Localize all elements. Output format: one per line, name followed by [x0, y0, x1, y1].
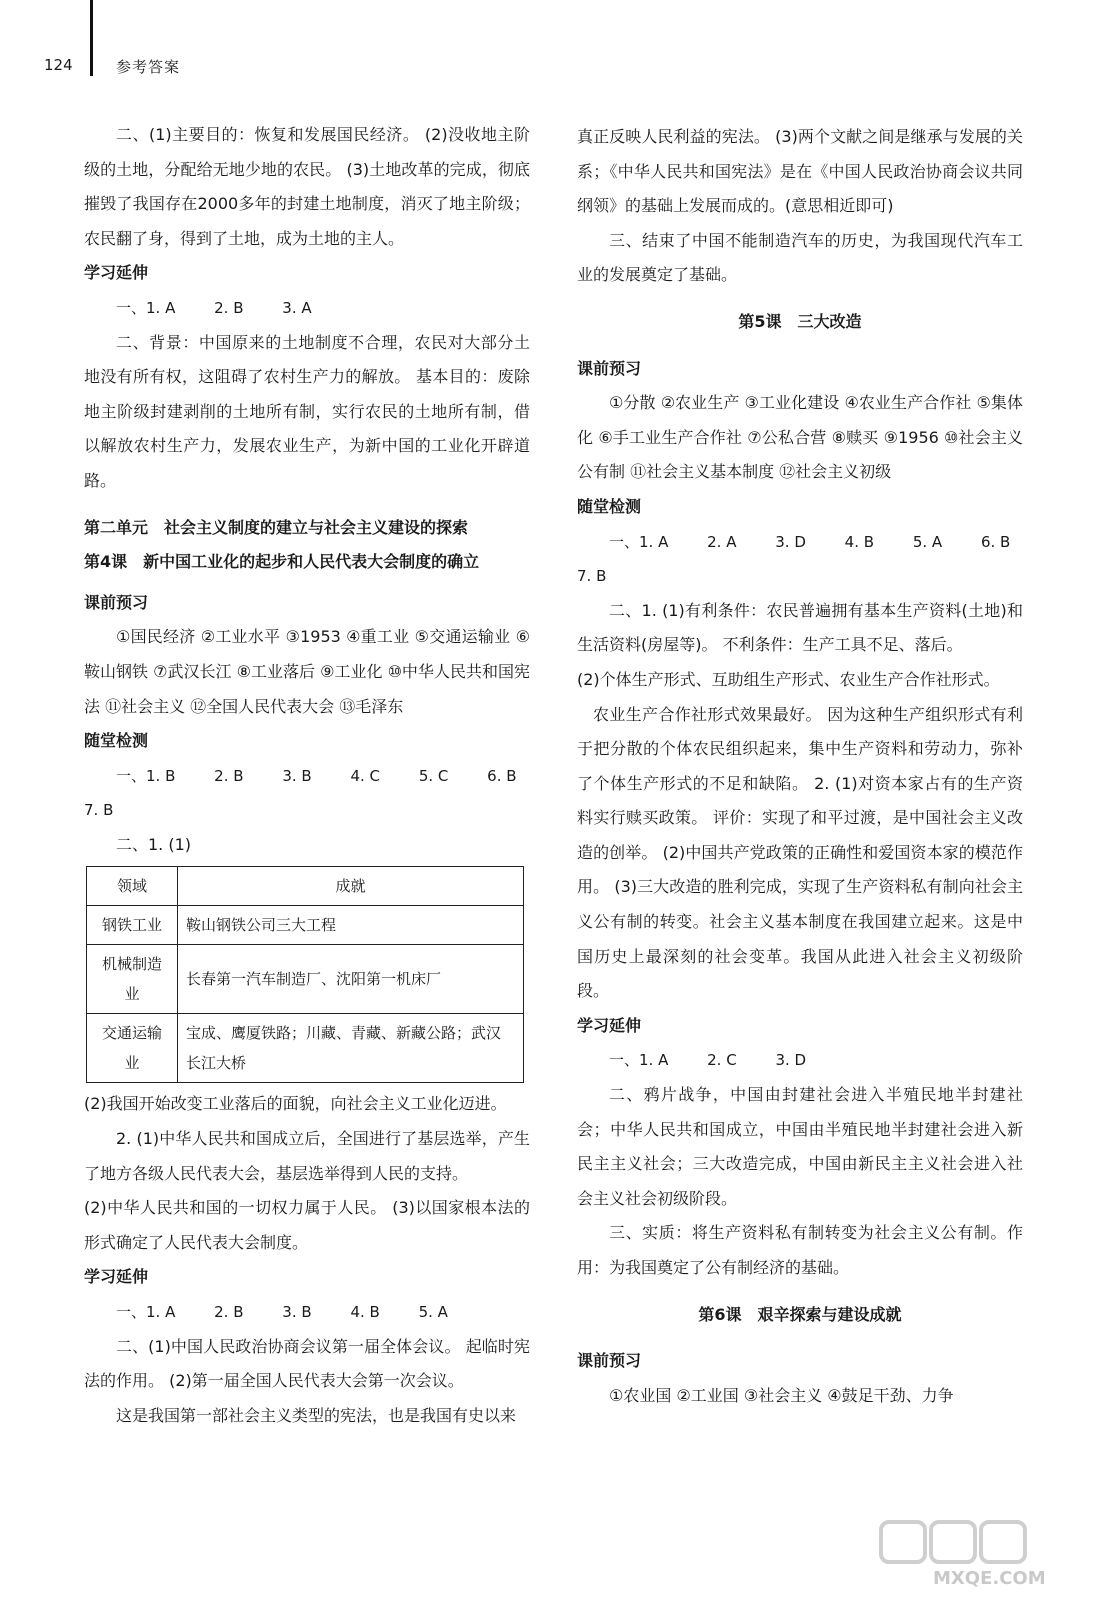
lesson-title: 第4课 新中国工业化的起步和人民代表大会制度的确立: [84, 552, 480, 572]
answer-item: 3. A: [282, 298, 312, 317]
section-heading: 随堂检测: [577, 496, 642, 516]
answer-item: 2. B: [214, 1303, 244, 1322]
left-column: [84, 118, 530, 1433]
answer-paragraph: ①国民经济 ②工业水平 ③1953 ④重工业 ⑤交通运输业 ⑥鞍山钢铁 ⑦武汉长江 ⑧工业落后 ⑨工业化 ⑩中华人民共和国宪法 ⑪社会主义 ⑫全国人民代表大会 ⑬毛泽东: [84, 627, 530, 716]
answer-paragraph: 三、结束了中国不能制造汽车的历史，为我国现代汽车工业的发展奠定了基础。: [577, 230, 1023, 285]
answer-item: 4. B: [350, 1303, 380, 1322]
answer-paragraph: (2)中华人民共和国的一切权力属于人民。 (3)以国家根本法的形式确定了人民代表大会制度。: [84, 1198, 530, 1252]
achievements-table: [86, 866, 524, 1083]
page-number: 124: [44, 56, 73, 74]
table-cell: 鞍山钢铁公司三大工程: [178, 906, 524, 945]
answer-item: 6. B: [487, 766, 517, 785]
answer-paragraph: 农业生产合作社形式效果最好。 因为这种生产组织形式有利于把分散的个体农民组织起来，集中生产资料和劳动力，弥补了个体生产形式的不足和缺陷。 2. (1)对资本家占有的生产资料实行赎买政策。 评价：实现了和平过渡，是中国社会主义改造的创举。 (2)中国共产党政策的正确性和爱国资本家的模范作用。 (3)三大改造的胜利完成，实现了生产资料私有制向社会主义公有制的转变。社会主义基本制度在我国建立起来。这是中国历史上最深刻的社会变革。我国从此进入社会主义初级阶段。: [577, 704, 1023, 1001]
answer-row: [84, 291, 530, 326]
answer-item: 2. A: [707, 532, 737, 551]
answer-item: 一、1. A: [116, 298, 176, 317]
section-heading: 学习延伸: [84, 263, 149, 283]
answer-item: 5. A: [912, 532, 943, 551]
answer-paragraph: 二、(1)主要目的：恢复和发展国民经济。 (2)没收地主阶级的土地，分配给无地少地的农民。 (3)土地改革的完成，彻底摧毁了我国存在2000多年的封建土地制度，消灭了地主阶级；农民翻了身，得到了土地，成为土地的主人。: [84, 125, 530, 248]
section-heading: 学习延伸: [577, 1015, 642, 1035]
section-heading: 课前预习: [577, 1351, 642, 1371]
table-header-row: [87, 867, 524, 906]
answer-row: [577, 525, 1023, 560]
answer-item: 3. D: [775, 1051, 807, 1070]
section-heading: 学习延伸: [84, 1267, 149, 1287]
header-divider: [90, 0, 93, 76]
answer-paragraph: 2. (1)中华人民共和国成立后，全国进行了基层选举，产生了地方各级人民代表大会，基层选举得到人民的支持。: [84, 1129, 530, 1183]
table-row: [87, 1014, 524, 1083]
table-row: [87, 906, 524, 945]
answer-paragraph: 二、1. (1)有利条件：农民普遍拥有基本生产资料(土地)和生活资料(房屋等)。 不利条件：生产工具不足、落后。: [577, 600, 1023, 655]
answer-row: [84, 1295, 530, 1330]
answer-item: 一、1. A: [609, 532, 669, 551]
answer-item: 2. B: [214, 766, 244, 785]
answer-item: 3. D: [775, 532, 806, 551]
answer-item: 一、1. A: [116, 1303, 176, 1322]
section-heading: 课前预习: [84, 592, 149, 612]
answer-paragraph: ①农业国 ②工业国 ③社会主义 ④鼓足干劲、力争: [609, 1385, 954, 1405]
table-cell: 钢铁工业: [87, 906, 178, 945]
answer-item: 一、1. A: [609, 1051, 669, 1070]
answer-item: 2. C: [707, 1051, 737, 1070]
answer-item: 5. C: [418, 766, 449, 785]
answer-paragraph: 这是我国第一部社会主义类型的宪法，也是我国有史以来: [116, 1405, 517, 1425]
answer-paragraph: 二、鸦片战争，中国由封建社会进入半殖民地半封建社会；中华人民共和国成立，中国由半殖民地半封建社会进入新民主主义社会；三大改造完成，中国由新民主主义社会进入社会主义社会初级阶段。: [577, 1085, 1023, 1208]
table-header-cell: 成就: [178, 867, 524, 906]
unit-title: 第二单元 社会主义制度的建立与社会主义建设的探索: [84, 517, 469, 537]
answer-row: [84, 759, 530, 794]
answer-paragraph: 二、背景：中国原来的土地制度不合理，农民对大部分土地没有所有权，这阻碍了农村生产力的解放。 基本目的：废除地主阶级封建剥削的土地所有制，实行农民的土地所有制，借以解放农村生产力，发展农业生产，为新中国的工业化开辟道路。: [84, 332, 530, 490]
answer-item: 2. B: [214, 298, 244, 317]
answer-paragraph: 二、(1)中国人民政治协商会议第一届全体会议。 起临时宪法的作用。 (2)第一届全国人民代表大会第一次会议。: [84, 1336, 530, 1391]
lesson-title: 第5课 三大改造: [738, 311, 862, 331]
header-title: 参考答案: [116, 58, 181, 76]
right-column: [577, 120, 1023, 1413]
answer-paragraph: 真正反映人民利益的宪法。 (3)两个文献之间是继承与发展的关系；《中华人民共和国宪法》是在《中国人民政治协商会议共同纲领》的基础上发展而成的。(意思相近即可): [577, 127, 1023, 216]
answer-paragraph: 二、1. (1): [116, 834, 192, 854]
answer-item: 5. A: [418, 1303, 448, 1322]
section-heading: 课前预习: [577, 358, 642, 378]
answer-item: 一、1. B: [116, 766, 176, 785]
watermark-logo: [873, 1518, 1073, 1590]
answer-row: [577, 1043, 1023, 1078]
answer-row: 7. B: [577, 567, 607, 586]
watermark-text: MXQE.COM: [933, 1568, 1046, 1589]
table-cell: 交通运输业: [87, 1014, 178, 1083]
answer-paragraph: ①分散 ②农业生产 ③工业化建设 ④农业生产合作社 ⑤集体化 ⑥手工业生产合作社 ⑦公私合营 ⑧赎买 ⑨1956 ⑩社会主义公有制 ⑪社会主义基本制度 ⑫社会主义初级: [577, 393, 1023, 482]
table-row: [87, 945, 524, 1014]
answer-paragraph: (2)个体生产形式、互助组生产形式、农业生产合作社形式。: [577, 669, 1000, 689]
table-cell: 宝成、鹰厦铁路；川藏、青藏、新藏公路；武汉长江大桥: [178, 1014, 524, 1083]
answer-item: 3. B: [282, 766, 312, 785]
answer-item: 4. B: [844, 532, 875, 551]
answer-item: 6. B: [980, 532, 1011, 551]
answer-paragraph: 三、实质：将生产资料私有制转变为社会主义公有制。作用：为我国奠定了公有制经济的基础。: [577, 1223, 1023, 1277]
answer-item: 3. B: [282, 1303, 312, 1322]
answer-item: 4. C: [350, 766, 381, 785]
table-cell: 机械制造业: [87, 945, 178, 1014]
lesson-title: 第6课 艰辛探索与建设成就: [698, 1304, 902, 1324]
table-cell: 长春第一汽车制造厂、沈阳第一机床厂: [178, 945, 524, 1014]
table-header-cell: 领域: [87, 867, 178, 906]
answer-paragraph: (2)我国开始改变工业落后的面貌，向社会主义工业化迈进。: [84, 1094, 507, 1114]
answer-row: 7. B: [84, 801, 114, 820]
section-heading: 随堂检测: [84, 731, 149, 751]
